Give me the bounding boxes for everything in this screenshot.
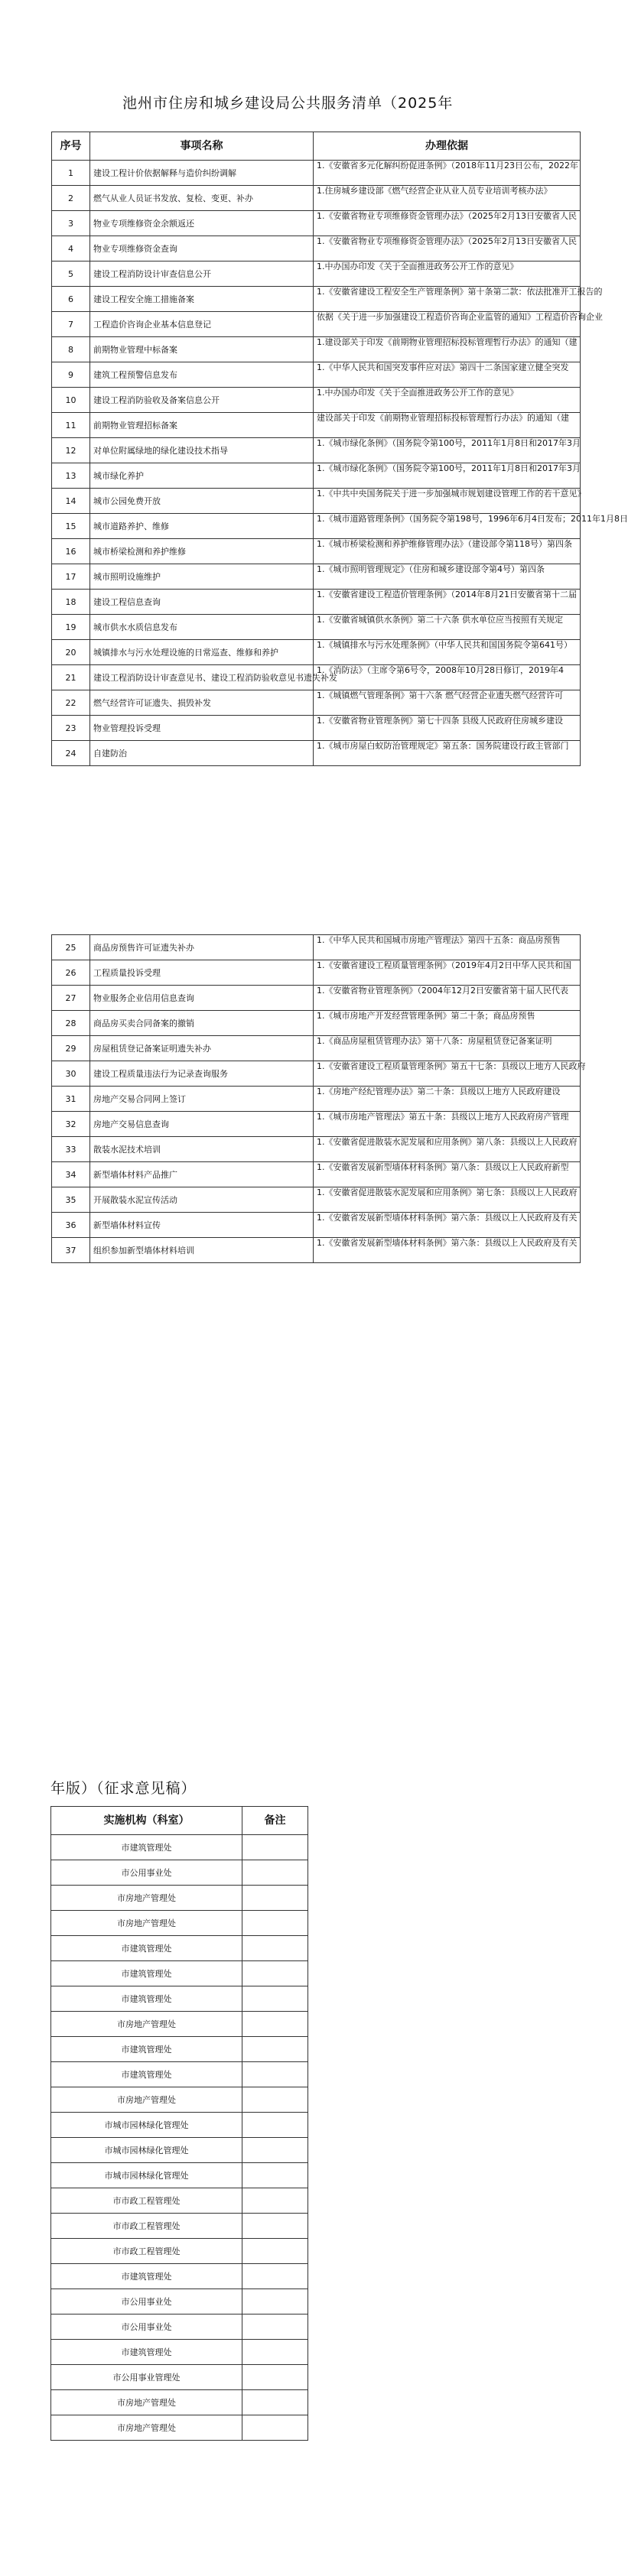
item-name: 组织参加新型墙体材料培训 bbox=[90, 1238, 314, 1263]
remark-cell bbox=[242, 2037, 308, 2062]
legal-basis-text: 依据《关于进一步加强建设工程造价咨询企业监管的通知》工程造价咨询企业 bbox=[317, 312, 603, 322]
agency-name: 市建筑管理处 bbox=[51, 2264, 242, 2289]
table-row bbox=[52, 986, 581, 1011]
table-row bbox=[51, 2415, 308, 2441]
table-row bbox=[52, 1137, 581, 1162]
remark-cell bbox=[242, 2113, 308, 2138]
row-number: 12 bbox=[52, 438, 90, 463]
remark-cell bbox=[242, 2062, 308, 2087]
table-row bbox=[52, 1187, 581, 1213]
row-number: 32 bbox=[52, 1112, 90, 1137]
row-number: 5 bbox=[52, 261, 90, 287]
item-name: 燃气经营许可证遗失、损毁补发 bbox=[90, 690, 314, 716]
row-number: 10 bbox=[52, 388, 90, 413]
legal-basis-text: 1.中办国办印发《关于全面推进政务公开工作的意见》 bbox=[317, 388, 519, 398]
legal-basis-text: 1.《中华人民共和国城市房地产管理法》第四十五条：商品房预售 bbox=[317, 935, 561, 945]
table-row bbox=[52, 690, 581, 716]
row-number: 35 bbox=[52, 1187, 90, 1213]
agency-name: 市公用事业处 bbox=[51, 2289, 242, 2315]
table-row bbox=[52, 640, 581, 665]
table-row bbox=[52, 564, 581, 590]
item-name: 城市照明设施维护 bbox=[90, 564, 314, 590]
legal-basis-text: 1.中办国办印发《关于全面推进政务公开工作的意见》 bbox=[317, 261, 519, 271]
agency-name: 市房地产管理处 bbox=[51, 1911, 242, 1936]
item-name: 物业专项维修资金余额返还 bbox=[90, 211, 314, 236]
item-name: 城镇排水与污水处理设施的日常巡查、维修和养护 bbox=[90, 640, 314, 665]
legal-basis bbox=[314, 986, 581, 1011]
legal-basis bbox=[314, 960, 581, 986]
row-number: 9 bbox=[52, 362, 90, 388]
item-name: 建设工程消防验收及备案信息公开 bbox=[90, 388, 314, 413]
legal-basis-text: 1.《安徽省物业管理条例》第七十四条 县级人民政府住房城乡建设 bbox=[317, 716, 563, 726]
legal-basis-text: 1.《城市绿化条例》（国务院令第100号，2011年1月8日和2017年3月 bbox=[317, 438, 581, 448]
legal-basis bbox=[314, 935, 581, 960]
legal-basis-text: 1.《城市道路管理条例》（国务院令第198号，1996年6月4日发布；2011年1月8日 bbox=[317, 514, 628, 524]
legal-basis-text: 1.《城市绿化条例》（国务院令第100号，2011年1月8日和2017年3月 bbox=[317, 463, 581, 473]
agency-name: 市市政工程管理处 bbox=[51, 2239, 242, 2264]
table-row bbox=[52, 312, 581, 337]
table-row bbox=[51, 2289, 308, 2315]
table-row bbox=[52, 1011, 581, 1036]
legal-basis bbox=[314, 463, 581, 489]
table-row bbox=[52, 463, 581, 489]
item-name: 城市公园免费开放 bbox=[90, 489, 314, 514]
remark-cell bbox=[242, 1936, 308, 1961]
legal-basis-text: 1.《消防法》（主席令第6号令，2008年10月28日修订，2019年4 bbox=[317, 665, 564, 675]
agency-name: 市公用事业处 bbox=[51, 1860, 242, 1886]
row-number: 13 bbox=[52, 463, 90, 489]
row-number: 14 bbox=[52, 489, 90, 514]
legal-basis bbox=[314, 186, 581, 211]
row-number: 29 bbox=[52, 1036, 90, 1061]
row-number: 7 bbox=[52, 312, 90, 337]
row-number: 21 bbox=[52, 665, 90, 690]
table-row bbox=[52, 388, 581, 413]
row-number: 26 bbox=[52, 960, 90, 986]
table-row bbox=[52, 1061, 581, 1087]
remark-cell bbox=[242, 2365, 308, 2390]
header-basis: 办理依据 bbox=[314, 132, 581, 161]
legal-basis bbox=[314, 690, 581, 716]
row-number: 18 bbox=[52, 590, 90, 615]
row-number: 25 bbox=[52, 935, 90, 960]
table-row bbox=[52, 362, 581, 388]
legal-basis-text: 1.《城镇排水与污水处理条例》（中华人民共和国国务院令第641号） bbox=[317, 640, 572, 650]
table-row bbox=[52, 665, 581, 690]
item-name: 建设工程信息查询 bbox=[90, 590, 314, 615]
legal-basis-text: 1.《安徽省物业管理条例》（2004年12月2日安徽省第十届人民代表 bbox=[317, 986, 568, 996]
legal-basis-text: 1.《安徽省建设工程质量管理条例》第五十七条：县级以上地方人民政府 bbox=[317, 1061, 586, 1071]
item-name: 建设工程安全施工措施备案 bbox=[90, 287, 314, 312]
item-name: 建设工程消防设计审查意见书、建设工程消防验收意见书遗失补发 bbox=[90, 665, 314, 690]
row-number: 20 bbox=[52, 640, 90, 665]
legal-basis bbox=[314, 1213, 581, 1238]
row-number: 22 bbox=[52, 690, 90, 716]
agency-name: 市房地产管理处 bbox=[51, 2390, 242, 2415]
row-number: 11 bbox=[52, 413, 90, 438]
row-number: 27 bbox=[52, 986, 90, 1011]
table-row bbox=[51, 2340, 308, 2365]
document-title-continued: 年版）（征求意见稿） bbox=[50, 1780, 197, 1797]
table-row bbox=[52, 1087, 581, 1112]
row-number: 6 bbox=[52, 287, 90, 312]
table-row bbox=[52, 615, 581, 640]
agency-name: 市城市园林绿化管理处 bbox=[51, 2138, 242, 2163]
agency-name: 市城市园林绿化管理处 bbox=[51, 2163, 242, 2188]
legal-basis-text: 1.《城市照明管理规定》（住房和城乡建设部令第4号）第四条 bbox=[317, 564, 545, 574]
legal-basis bbox=[314, 413, 581, 438]
row-number: 24 bbox=[52, 741, 90, 766]
legal-basis-text: 1.建设部关于印发《前期物业管理招标投标管理暂行办法》的通知（建 bbox=[317, 337, 578, 347]
legal-basis bbox=[314, 261, 581, 287]
table-row bbox=[52, 161, 581, 186]
item-name: 燃气从业人员证书发放、复检、变更、补办 bbox=[90, 186, 314, 211]
item-name: 商品房预售许可证遗失补办 bbox=[90, 935, 314, 960]
header-item: 事项名称 bbox=[90, 132, 314, 161]
row-number: 30 bbox=[52, 1061, 90, 1087]
remark-cell bbox=[242, 1835, 308, 1860]
legal-basis bbox=[314, 236, 581, 261]
table-row bbox=[52, 1238, 581, 1263]
legal-basis bbox=[314, 211, 581, 236]
item-name: 散装水泥技术培训 bbox=[90, 1137, 314, 1162]
agency-name: 市市政工程管理处 bbox=[51, 2214, 242, 2239]
legal-basis bbox=[314, 741, 581, 766]
row-number: 28 bbox=[52, 1011, 90, 1036]
legal-basis-text: 1.《安徽省促进散装水泥发展和应用条例》第七条：县级以上人民政府 bbox=[317, 1187, 578, 1197]
row-number: 33 bbox=[52, 1137, 90, 1162]
item-name: 物业服务企业信用信息查询 bbox=[90, 986, 314, 1011]
item-name: 工程造价咨询企业基本信息登记 bbox=[90, 312, 314, 337]
table-row bbox=[51, 2037, 308, 2062]
agency-name: 市建筑管理处 bbox=[51, 2340, 242, 2365]
item-name: 物业专项维修资金查询 bbox=[90, 236, 314, 261]
legal-basis bbox=[314, 1036, 581, 1061]
legal-basis bbox=[314, 1087, 581, 1112]
legal-basis-text: 1.《城市桥梁检测和养护维修管理办法》（建设部令第118号）第四条 bbox=[317, 539, 572, 549]
remark-cell bbox=[242, 2315, 308, 2340]
remark-cell bbox=[242, 2340, 308, 2365]
table-row bbox=[51, 2113, 308, 2138]
legal-basis bbox=[314, 1137, 581, 1162]
table-row bbox=[52, 186, 581, 211]
agency-name: 市建筑管理处 bbox=[51, 1986, 242, 2012]
item-name: 物业管理投诉受理 bbox=[90, 716, 314, 741]
table-row bbox=[52, 960, 581, 986]
item-name: 开展散装水泥宣传活动 bbox=[90, 1187, 314, 1213]
agency-name: 市建筑管理处 bbox=[51, 1961, 242, 1986]
item-name: 城市道路养护、维修 bbox=[90, 514, 314, 539]
item-name: 建筑工程预警信息发布 bbox=[90, 362, 314, 388]
row-number: 16 bbox=[52, 539, 90, 564]
table-row bbox=[52, 590, 581, 615]
legal-basis-text: 1.《安徽省物业专项维修资金管理办法》（2025年2月13日安徽省人民 bbox=[317, 211, 577, 221]
legal-basis-text: 1.《中共中央国务院关于进一步加强城市规划建设管理工作的若干意见》 bbox=[317, 489, 586, 499]
legal-basis bbox=[314, 337, 581, 362]
legal-basis-text: 1.《中华人民共和国突发事件应对法》第四十二条国家建立健全突发 bbox=[317, 362, 569, 372]
legal-basis-text: 1.《城市房屋白蚁防治管理规定》第五条：国务院建设行政主管部门 bbox=[317, 741, 569, 751]
table-row bbox=[52, 514, 581, 539]
legal-basis-text: 1.《城市房地产开发经营管理条例》第二十条；商品房预售 bbox=[317, 1011, 535, 1021]
legal-basis bbox=[314, 1112, 581, 1137]
item-name: 自建防治 bbox=[90, 741, 314, 766]
agency-table bbox=[50, 1806, 308, 2441]
document-title: 池州市住房和城乡建设局公共服务清单（2025年 bbox=[122, 95, 454, 112]
agency-name: 市城市园林绿化管理处 bbox=[51, 2113, 242, 2138]
table-row bbox=[51, 1911, 308, 1936]
agency-name: 市建筑管理处 bbox=[51, 1936, 242, 1961]
legal-basis-text: 建设部关于印发《前期物业管理招标投标管理暂行办法》的通知（建 bbox=[317, 413, 569, 423]
legal-basis-text: 1.《安徽省促进散装水泥发展和应用条例》第八条：县级以上人民政府 bbox=[317, 1137, 578, 1147]
agency-name: 市房地产管理处 bbox=[51, 2012, 242, 2037]
header-remark: 备注 bbox=[242, 1807, 308, 1835]
legal-basis bbox=[314, 362, 581, 388]
remark-cell bbox=[242, 2163, 308, 2188]
table-row bbox=[51, 2012, 308, 2037]
legal-basis bbox=[314, 640, 581, 665]
agency-name: 市房地产管理处 bbox=[51, 2087, 242, 2113]
table-row bbox=[52, 489, 581, 514]
table-row bbox=[51, 2390, 308, 2415]
row-number: 36 bbox=[52, 1213, 90, 1238]
table-row bbox=[52, 1036, 581, 1061]
agency-name: 市建筑管理处 bbox=[51, 2037, 242, 2062]
row-number: 37 bbox=[52, 1238, 90, 1263]
item-name: 建设工程质量违法行为记录查询服务 bbox=[90, 1061, 314, 1087]
legal-basis-text: 1.《安徽省多元化解纠纷促进条例》（2018年11月23日公布，2022年 bbox=[317, 161, 578, 171]
table-row bbox=[51, 1860, 308, 1886]
legal-basis bbox=[314, 1187, 581, 1213]
legal-basis bbox=[314, 590, 581, 615]
item-name: 城市绿化养护 bbox=[90, 463, 314, 489]
table-row bbox=[52, 716, 581, 741]
item-name: 建设工程计价依据解释与造价纠纷调解 bbox=[90, 161, 314, 186]
agency-name: 市房地产管理处 bbox=[51, 1886, 242, 1911]
table-row bbox=[52, 1213, 581, 1238]
legal-basis-text: 1.《商品房屋租赁管理办法》第十八条：房屋租赁登记备案证明 bbox=[317, 1036, 552, 1046]
remark-cell bbox=[242, 1961, 308, 1986]
legal-basis-text: 1.《安徽省发展新型墙体材料条例》第六条：县级以上人民政府及有关 bbox=[317, 1213, 578, 1223]
table-row bbox=[52, 539, 581, 564]
row-number: 23 bbox=[52, 716, 90, 741]
table-row bbox=[52, 261, 581, 287]
agency-name: 市市政工程管理处 bbox=[51, 2188, 242, 2214]
legal-basis bbox=[314, 388, 581, 413]
legal-basis bbox=[314, 615, 581, 640]
table-row bbox=[51, 2163, 308, 2188]
legal-basis-text: 1.《安徽省发展新型墙体材料条例》第六条：县级以上人民政府及有关 bbox=[317, 1238, 578, 1248]
legal-basis-text: 1.《城镇燃气管理条例》第十六条 燃气经营企业遗失燃气经营许可 bbox=[317, 690, 563, 700]
item-name: 房屋租赁登记备案证明遗失补办 bbox=[90, 1036, 314, 1061]
remark-cell bbox=[242, 2214, 308, 2239]
remark-cell bbox=[242, 2138, 308, 2163]
row-number: 19 bbox=[52, 615, 90, 640]
remark-cell bbox=[242, 1886, 308, 1911]
legal-basis-text: 1.住房城乡建设部《燃气经营企业从业人员专业培训考核办法》 bbox=[317, 186, 552, 196]
remark-cell bbox=[242, 2188, 308, 2214]
service-table-page1 bbox=[51, 132, 628, 766]
table-row bbox=[51, 2315, 308, 2340]
remark-cell bbox=[242, 2264, 308, 2289]
legal-basis bbox=[314, 539, 581, 564]
item-name: 城市桥梁检测和养护维修 bbox=[90, 539, 314, 564]
service-table-page2 bbox=[51, 934, 586, 1263]
item-name: 房地产交易合同网上签订 bbox=[90, 1087, 314, 1112]
table-row bbox=[52, 337, 581, 362]
item-name: 商品房买卖合同备案的撤销 bbox=[90, 1011, 314, 1036]
table-row bbox=[51, 2264, 308, 2289]
table-row bbox=[52, 935, 581, 960]
legal-basis bbox=[314, 438, 581, 463]
remark-cell bbox=[242, 2415, 308, 2441]
item-name: 城市供水水质信息发布 bbox=[90, 615, 314, 640]
row-number: 8 bbox=[52, 337, 90, 362]
item-name: 前期物业管理招标备案 bbox=[90, 413, 314, 438]
agency-name: 市建筑管理处 bbox=[51, 2062, 242, 2087]
agency-name: 市公用事业处 bbox=[51, 2315, 242, 2340]
legal-basis-text: 1.《安徽省物业专项维修资金管理办法》（2025年2月13日安徽省人民 bbox=[317, 236, 577, 246]
row-number: 2 bbox=[52, 186, 90, 211]
legal-basis-text: 1.《安徽省建设工程安全生产管理条例》第十条第二款：依法批准开工报告的 bbox=[317, 287, 603, 297]
legal-basis-text: 1.《房地产经纪管理办法》第二十条：县级以上地方人民政府建设 bbox=[317, 1087, 561, 1096]
row-number: 31 bbox=[52, 1087, 90, 1112]
legal-basis-text: 1.《城市房地产管理法》第五十条：县级以上地方人民政府房产管理 bbox=[317, 1112, 569, 1122]
remark-cell bbox=[242, 2012, 308, 2037]
legal-basis bbox=[314, 564, 581, 590]
table-row bbox=[52, 1112, 581, 1137]
row-number: 4 bbox=[52, 236, 90, 261]
remark-cell bbox=[242, 2087, 308, 2113]
table-row bbox=[51, 2365, 308, 2390]
legal-basis-text: 1.《安徽省城镇供水条例》第二十六条 供水单位应当按照有关规定 bbox=[317, 615, 563, 625]
item-name: 前期物业管理中标备案 bbox=[90, 337, 314, 362]
table-row bbox=[52, 236, 581, 261]
remark-cell bbox=[242, 2390, 308, 2415]
table-row bbox=[52, 413, 581, 438]
table-row bbox=[51, 2214, 308, 2239]
header-num: 序号 bbox=[52, 132, 90, 161]
legal-basis bbox=[314, 665, 581, 690]
row-number: 34 bbox=[52, 1162, 90, 1187]
agency-name: 市建筑管理处 bbox=[51, 1835, 242, 1860]
table-row bbox=[52, 287, 581, 312]
agency-name: 市房地产管理处 bbox=[51, 2415, 242, 2441]
table-row bbox=[52, 1162, 581, 1187]
item-name: 建设工程消防设计审查信息公开 bbox=[90, 261, 314, 287]
row-number: 15 bbox=[52, 514, 90, 539]
table-row bbox=[51, 1961, 308, 1986]
legal-basis-text: 1.《安徽省发展新型墙体材料条例》第八条：县级以上人民政府新型 bbox=[317, 1162, 569, 1172]
legal-basis bbox=[314, 1162, 581, 1187]
table-row bbox=[51, 2188, 308, 2214]
row-number: 17 bbox=[52, 564, 90, 590]
header-agency: 实施机构（科室） bbox=[51, 1807, 242, 1835]
legal-basis-text: 1.《安徽省建设工程造价管理条例》（2014年8月21日安徽省第十二届 bbox=[317, 590, 577, 599]
item-name: 新型墙体材料产品推广 bbox=[90, 1162, 314, 1187]
table-row bbox=[51, 2062, 308, 2087]
table-row bbox=[51, 1835, 308, 1860]
remark-cell bbox=[242, 1911, 308, 1936]
legal-basis bbox=[314, 716, 581, 741]
row-number: 1 bbox=[52, 161, 90, 186]
item-name: 工程质量投诉受理 bbox=[90, 960, 314, 986]
legal-basis bbox=[314, 287, 603, 312]
legal-basis-text: 1.《安徽省建设工程质量管理条例》（2019年4月2日中华人民共和国 bbox=[317, 960, 571, 970]
remark-cell bbox=[242, 2289, 308, 2315]
remark-cell bbox=[242, 1860, 308, 1886]
table-row bbox=[51, 2239, 308, 2264]
item-name: 新型墙体材料宣传 bbox=[90, 1213, 314, 1238]
table-row bbox=[51, 1936, 308, 1961]
legal-basis bbox=[314, 312, 603, 337]
item-name: 房地产交易信息查询 bbox=[90, 1112, 314, 1137]
table-row bbox=[51, 2138, 308, 2163]
legal-basis bbox=[314, 514, 628, 539]
row-number: 3 bbox=[52, 211, 90, 236]
legal-basis bbox=[314, 1061, 586, 1087]
table-row bbox=[52, 211, 581, 236]
remark-cell bbox=[242, 1986, 308, 2012]
legal-basis bbox=[314, 1011, 581, 1036]
legal-basis bbox=[314, 1238, 581, 1263]
table-row bbox=[52, 438, 581, 463]
legal-basis bbox=[314, 161, 581, 186]
table-row bbox=[52, 741, 581, 766]
table-row bbox=[51, 1986, 308, 2012]
legal-basis bbox=[314, 489, 586, 514]
table-row bbox=[51, 2087, 308, 2113]
remark-cell bbox=[242, 2239, 308, 2264]
table-row bbox=[51, 1886, 308, 1911]
agency-name: 市公用事业管理处 bbox=[51, 2365, 242, 2390]
item-name: 对单位附属绿地的绿化建设技术指导 bbox=[90, 438, 314, 463]
